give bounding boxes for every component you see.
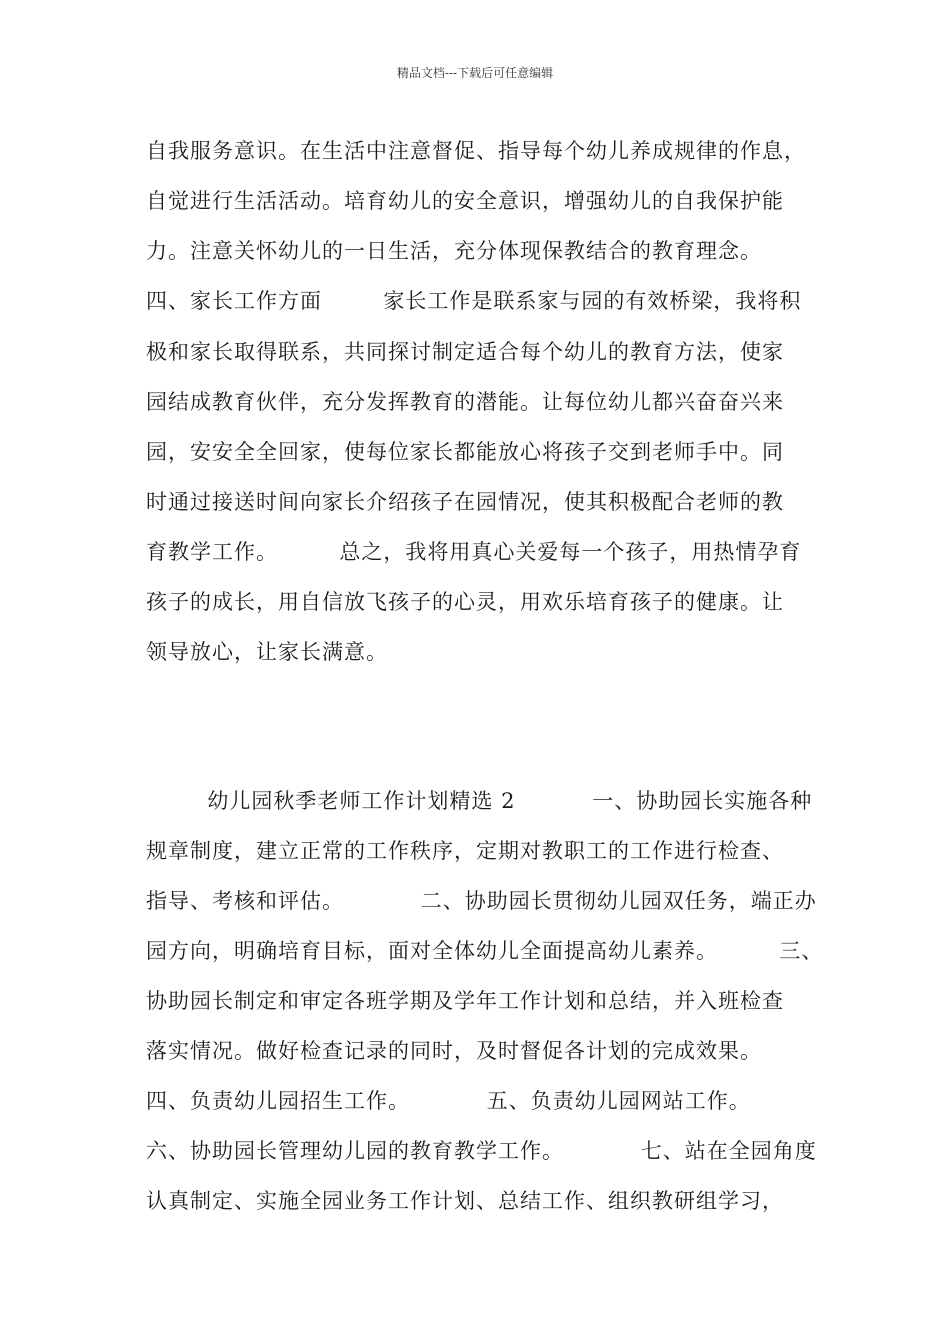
- text-line: 园，安安全全回家，使每位家长都能放心将孩子交到老师手中。同: [146, 440, 784, 464]
- text-line: 落实情况。做好检查记录的同时，及时督促各计划的完成效果。: [146, 1039, 762, 1063]
- page-header: 精品文档---下载后可任意编辑: [396, 66, 554, 80]
- text-line: 力。注意关怀幼儿的一日生活，充分体现保教结合的教育理念。: [146, 239, 762, 263]
- text-line: 园方向，明确培育目标，面对全体幼儿全面提高幼儿素养。 三、: [146, 939, 824, 963]
- text-line: 认真制定、实施全园业务工作计划、总结工作、组织教研组学习，: [146, 1189, 784, 1213]
- text-line: 协助园长制定和审定各班学期及学年工作计划和总结，并入班检查: [146, 989, 784, 1013]
- text-line: 育教学工作。 总之，我将用真心关爱每一个孩子，用热情孕育: [146, 540, 802, 564]
- text-line: 孩子的成长，用自信放飞孩子的心灵，用欢乐培育孩子的健康。让: [146, 590, 784, 614]
- text-line: 极和家长取得联系，共同探讨制定适合每个幼儿的教育方法，使家: [146, 340, 784, 364]
- text-line: 领导放心，让家长满意。: [146, 640, 388, 664]
- text-line: 时通过接送时间向家长介绍孩子在园情况，使其积极配合老师的教: [146, 490, 784, 514]
- text-line: 规章制度，建立正常的工作秩序，定期对教职工的工作进行检查、: [146, 839, 784, 863]
- text-line: 自觉进行生活活动。培育幼儿的安全意识，增强幼儿的自我保护能: [146, 189, 784, 213]
- text-line: 自我服务意识。在生活中注意督促、指导每个幼儿养成规律的作息，: [146, 139, 806, 163]
- text-line: 园结成教育伙伴，充分发挥教育的潜能。让每位幼儿都兴奋奋兴来: [146, 390, 784, 414]
- section-title-line: 幼儿园秋季老师工作计划精选 2 一、协助园长实施各种: [146, 789, 813, 813]
- text-line: 指导、考核和评估。 二、协助园长贯彻幼儿园双任务，端正办: [146, 889, 817, 913]
- text-line: 四、家长工作方面 家长工作是联系家与园的有效桥梁，我将积: [146, 289, 802, 313]
- text-line: 六、协助园长管理幼儿园的教育教学工作。 七、站在全园角度: [146, 1139, 817, 1163]
- text-line: 四、负责幼儿园招生工作。 五、负责幼儿园网站工作。: [146, 1089, 751, 1113]
